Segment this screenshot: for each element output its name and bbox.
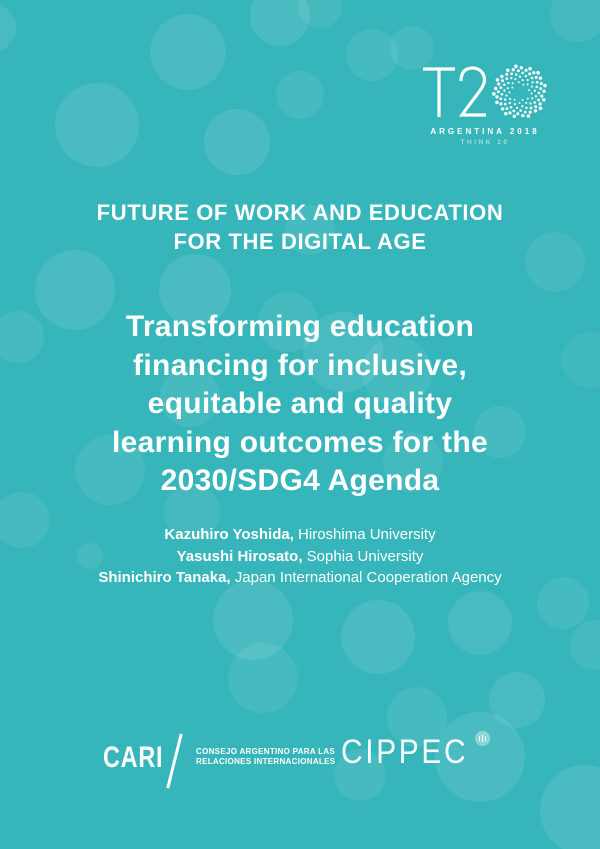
cari-slash-icon [166,733,182,788]
author-affiliation: Hiroshima University [298,526,436,543]
bg-circle [540,765,600,849]
bg-circle [204,109,270,175]
author-line [0,546,600,568]
bg-circle [213,580,293,660]
author-list [0,524,600,589]
title-line: 2030/SDG4 Agenda [160,464,440,497]
author-affiliation: Sophia University [306,547,424,565]
bg-circle [341,600,415,674]
bg-circle [250,0,310,46]
bg-circle [150,14,226,90]
series-title-line2: FOR THE DIGITAL AGE [173,229,427,254]
bg-circle [0,4,16,52]
title-line: Transforming education [125,310,475,343]
bg-circle [570,620,600,670]
bg-circle [346,29,398,81]
cippec-badge-icon [475,731,490,746]
title-line: financing for inclusive, [133,348,467,382]
t20-letters-t2 [421,65,487,119]
author-line [0,567,600,589]
series-title-line1: FUTURE OF WORK AND EDUCATION [96,200,504,225]
cari-logo [103,733,336,791]
t20-event-line: ARGENTINA 2018 [430,127,540,136]
cari-tagline [196,747,335,767]
cari-wordmark: CARI [103,741,164,774]
cari-tagline-line1: CONSEJO ARGENTINO PARA LAS [196,747,336,756]
bg-circle [448,591,512,655]
bg-circle [228,643,298,713]
t20-sun-icon [491,63,549,121]
title-line: equitable and quality [147,387,453,420]
bg-circle [276,71,324,119]
author-affiliation: Japan International Cooperation Agency [234,569,502,586]
t20-wordmark [420,64,550,120]
author-name: Kazuhiro Yoshida, [164,526,294,543]
cippec-logo [341,733,486,783]
bg-circle [55,83,139,167]
cari-tagline-line2: RELACIONES INTERNACIONALES [196,757,336,766]
bg-circle [298,0,342,28]
bg-circle [489,672,545,728]
author-line [0,524,600,546]
page-title [0,308,600,501]
t20-logo [420,64,550,146]
series-title [0,198,600,256]
title-line: learning outcomes for the [112,425,488,459]
author-name: Yasushi Hirosato, [176,547,303,565]
t20-sub-line: THINK 20 [460,139,510,146]
author-name: Shinichiro Tanaka, [98,569,231,586]
cippec-wordmark: CIPPEC [341,733,469,771]
bg-circle [550,0,600,42]
